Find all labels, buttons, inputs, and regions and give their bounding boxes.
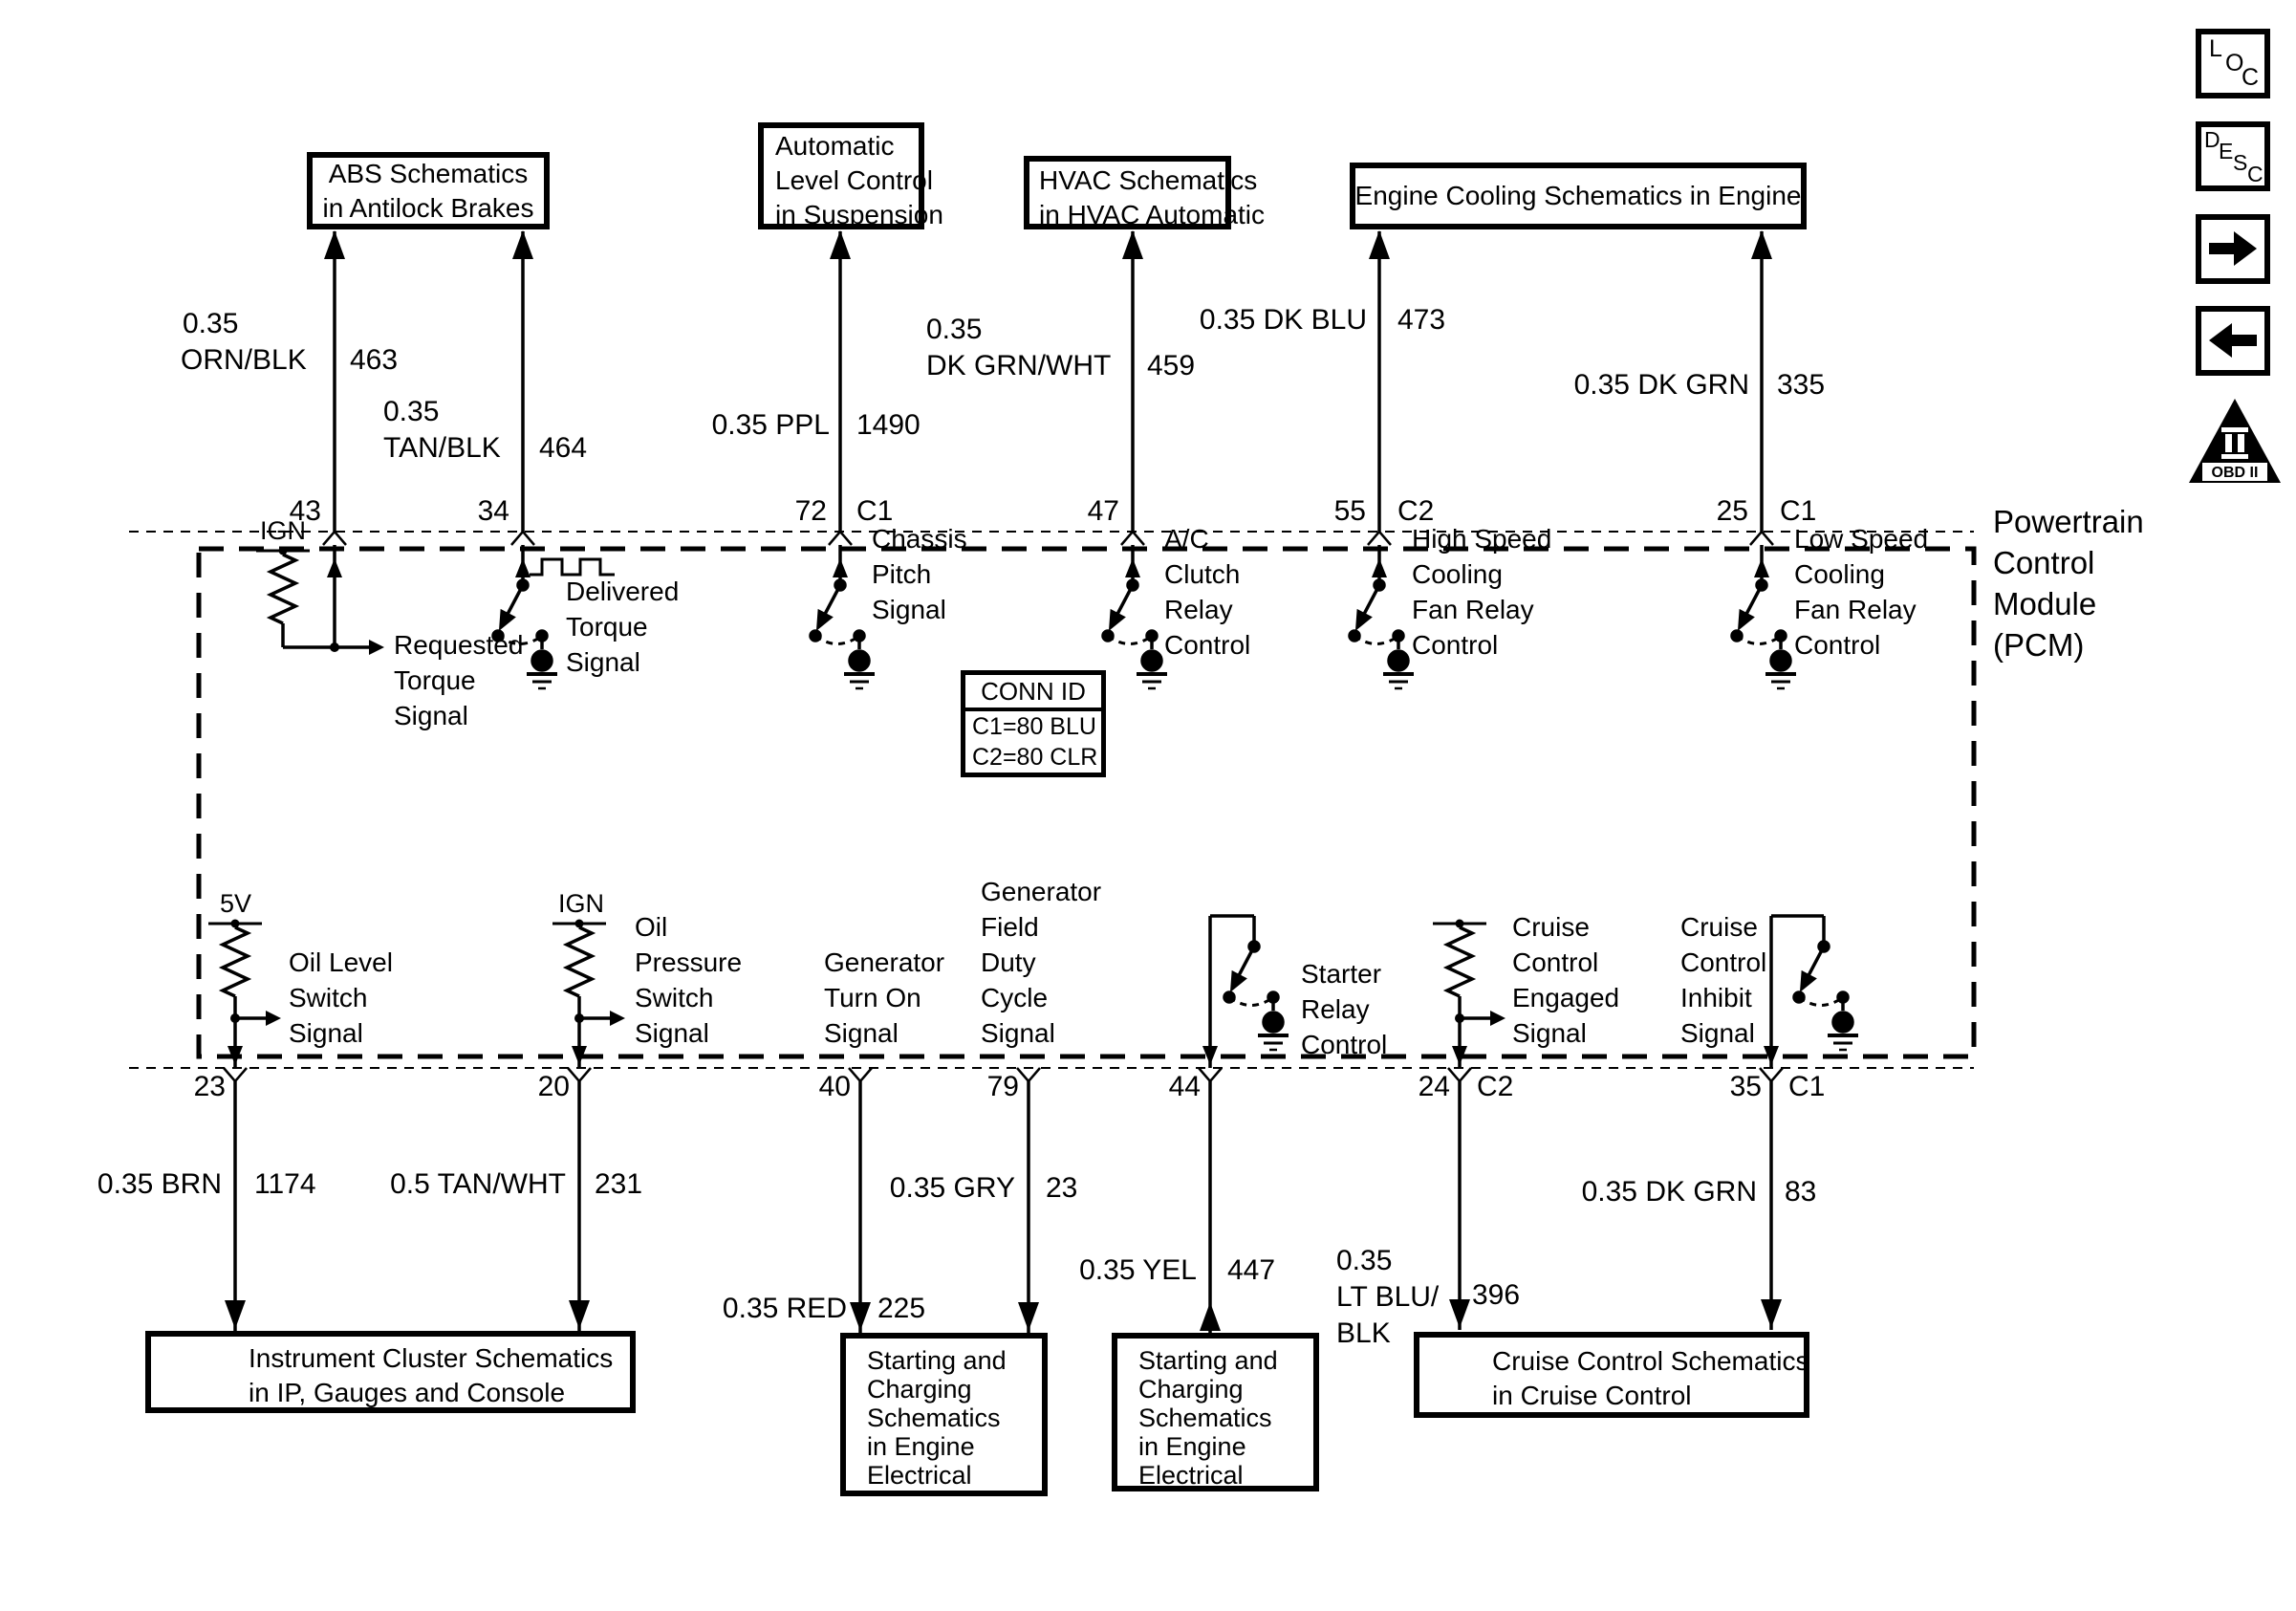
ref-box-starting-charging-left[interactable]: Starting and Charging Schematics in Engine Electrical [840,1333,1048,1496]
ref-box-engine-cooling-line1: Engine Cooling Schematics in Engine [1354,181,1802,210]
pin-24: 24 [1418,1071,1450,1102]
wire-orn-blk-size: 0.35 [183,308,239,339]
wire-dk-grn-wht-size: 0.35 [926,314,983,345]
signal-generator-field: Generator Field Duty Cycle Signal [981,877,1102,1048]
ref-box-auto-level-control[interactable] [758,122,943,229]
ref-box-cc-line1: Cruise Control Schematics [1492,1346,1809,1376]
wire-dk-grn-335-circuit: 335 [1777,369,1826,401]
previous-page-button[interactable] [2196,306,2270,376]
low-speed-fan-circuit [1732,545,1796,688]
loc-letter-o: O [2225,50,2244,76]
next-page-button[interactable] [2196,214,2270,284]
pin-43: 43 [289,495,321,527]
pcm-label-line3: Module [1993,586,2097,621]
wire-red-label: 0.35 RED [722,1293,847,1324]
top-arrowheads [324,230,1772,259]
signal-delivered-torque: Delivered Torque Signal [566,577,680,677]
wire-orn-blk-color: ORN/BLK [181,344,307,376]
ref-box-hvac-line1: HVAC Schematics [1039,165,1258,195]
cruise-inhibit-circuit [1764,916,1858,1068]
pin-55-connector: C2 [1397,495,1435,527]
signal-cruise-inhibit: Cruise Control Inhibit Signal [1680,912,1767,1048]
svg-text:OBD II: OBD II [2211,465,2259,481]
wire-tan-wht-circuit: 231 [595,1168,643,1200]
pin-47: 47 [1087,495,1119,527]
pin-24-connector: C2 [1477,1071,1514,1102]
desc-letter-d: D [2204,127,2220,152]
desc-letter-e: E [2219,139,2234,163]
wire-dk-grn-83-circuit: 83 [1785,1176,1817,1208]
ref-box-cc-line2: in Cruise Control [1492,1381,1692,1410]
wire-yel-circuit: 447 [1227,1254,1276,1286]
high-speed-fan-circuit [1350,545,1414,688]
desc-button[interactable] [2196,121,2270,191]
ref-box-ic-line1: Instrument Cluster Schematics [249,1343,614,1373]
wire-red-circuit: 225 [877,1293,926,1324]
ref-box-abs[interactable] [307,152,550,229]
loc-button[interactable] [2196,29,2270,98]
oil-level-circuit [208,920,281,1069]
signal-starter-relay: Starter Relay Control [1301,959,1388,1059]
wire-dk-grn-335-label: 0.35 DK GRN [1573,369,1749,401]
signal-ac-clutch-relay: A/C Clutch Relay Control [1164,524,1251,660]
wire-ppl-circuit: 1490 [856,409,921,441]
pin-34: 34 [477,495,509,527]
wire-dk-grn-83-label: 0.35 DK GRN [1581,1176,1757,1208]
pin-55: 55 [1333,495,1366,527]
pin-35: 35 [1729,1071,1762,1102]
wire-yel-label: 0.35 YEL [1079,1254,1197,1286]
top-pin-connectors [323,532,1773,545]
signal-low-speed-fan: Low Speed Cooling Fan Relay Control [1794,524,1929,660]
chassis-pitch-circuit [811,545,875,688]
ref-box-ic-line2: in IP, Gauges and Console [249,1378,566,1407]
wire-ppl-label: 0.35 PPL [711,409,830,441]
arrow-left-icon [2201,312,2264,370]
pcm-module-label [1993,501,2144,665]
conn-id-row-c1: C1=80 BLU [972,713,1096,740]
starter-relay-circuit [1202,916,1289,1068]
wire-brn-label: 0.35 BRN [97,1168,222,1200]
ref-box-hvac-line2: in HVAC Automatic [1039,200,1266,229]
wire-orn-blk-circuit: 463 [350,344,399,376]
supply-ign-oil-pressure: IGN [558,889,605,918]
signal-oil-pressure: Oil Pressure Switch Signal [635,912,743,1048]
desc-letter-s: S [2233,150,2248,175]
ref-box-instrument-cluster[interactable] [145,1331,636,1413]
pcm-label-line4: (PCM) [1993,627,2085,663]
signal-high-speed-fan: High Speed Cooling Fan Relay Control [1412,524,1552,660]
conn-id-table [961,670,1106,777]
ac-clutch-circuit [1103,545,1167,688]
conn-id-row-c2: C2=80 CLR [972,744,1098,771]
pin-79: 79 [986,1071,1019,1102]
ref-box-abs-line1: ABS Schematics [328,158,529,188]
wire-tan-blk-size: 0.35 [383,396,440,427]
signal-oil-level: Oil Level Switch Signal [289,947,393,1048]
pin-35-connector: C1 [1788,1071,1826,1102]
ref-box-alc-line2: Level Control [775,165,933,195]
wire-lt-blu-blk-circuit: 396 [1472,1279,1521,1311]
ref-box-abs-line2: in Antilock Brakes [322,192,534,223]
signal-requested-torque: Requested Torque Signal [394,630,524,730]
pcm-label-line1: Powertrain [1993,504,2144,539]
ref-box-hvac[interactable] [1024,156,1266,229]
ref-box-cruise-control[interactable] [1414,1332,1809,1418]
cruise-engaged-circuit [1433,920,1505,1069]
obd-ii-icon [2187,397,2283,485]
obd-ii-badge[interactable] [2187,397,2283,490]
wire-dk-blu-label: 0.35 DK BLU [1199,304,1367,336]
pin-20: 20 [537,1071,570,1102]
bottom-wires [235,1081,1771,1333]
ref-box-starting-charging-right[interactable]: Starting and Charging Schematics in Engine Electrical [1112,1333,1319,1491]
ref-box-alc-line1: Automatic [775,131,895,161]
pin-25: 25 [1716,495,1748,527]
loc-letter-l: L [2209,35,2222,62]
ref-box-alc-line3: in Suspension [775,200,943,229]
pcm-label-line2: Control [1993,545,2095,580]
wire-tan-blk-circuit: 464 [539,432,588,464]
ref-box-engine-cooling[interactable] [1350,163,1807,229]
wire-brn-circuit: 1174 [254,1168,316,1200]
pin-72-connector: C1 [856,495,894,527]
requested-torque-circuit [256,545,384,655]
wire-dk-grn-wht-circuit: 459 [1147,350,1196,381]
wire-lt-blu-blk-label: 0.35 LT BLU/ BLK [1336,1245,1440,1349]
wire-dk-grn-wht-color: DK GRN/WHT [926,350,1112,381]
wire-tan-blk-color: TAN/BLK [383,432,501,464]
wire-gry-label: 0.35 GRY [889,1172,1015,1204]
wire-dk-blu-circuit: 473 [1397,304,1446,336]
signal-generator-turn-on: Generator Turn On Signal [824,947,945,1048]
loc-letter-c: C [2242,64,2260,91]
oil-pressure-circuit [552,920,625,1069]
signal-chassis-pitch: Chassis Pitch Signal [872,524,967,624]
wire-gry-circuit: 23 [1046,1172,1078,1204]
supply-ign-requested-torque: IGN [260,516,307,545]
signal-cruise-engaged: Cruise Control Engaged Signal [1512,912,1620,1048]
pin-44: 44 [1168,1071,1201,1102]
arrow-right-icon [2201,220,2264,278]
wire-tan-wht-label: 0.5 TAN/WHT [390,1168,566,1200]
pin-25-connector: C1 [1780,495,1817,527]
bottom-arrowheads [225,1299,1782,1331]
pin-40: 40 [818,1071,851,1102]
supply-5v-oil-level: 5V [220,889,252,918]
pin-72: 72 [794,495,827,527]
pin-23: 23 [193,1071,226,1102]
desc-letter-c: C [2247,162,2264,186]
conn-id-header: CONN ID [965,675,1101,711]
